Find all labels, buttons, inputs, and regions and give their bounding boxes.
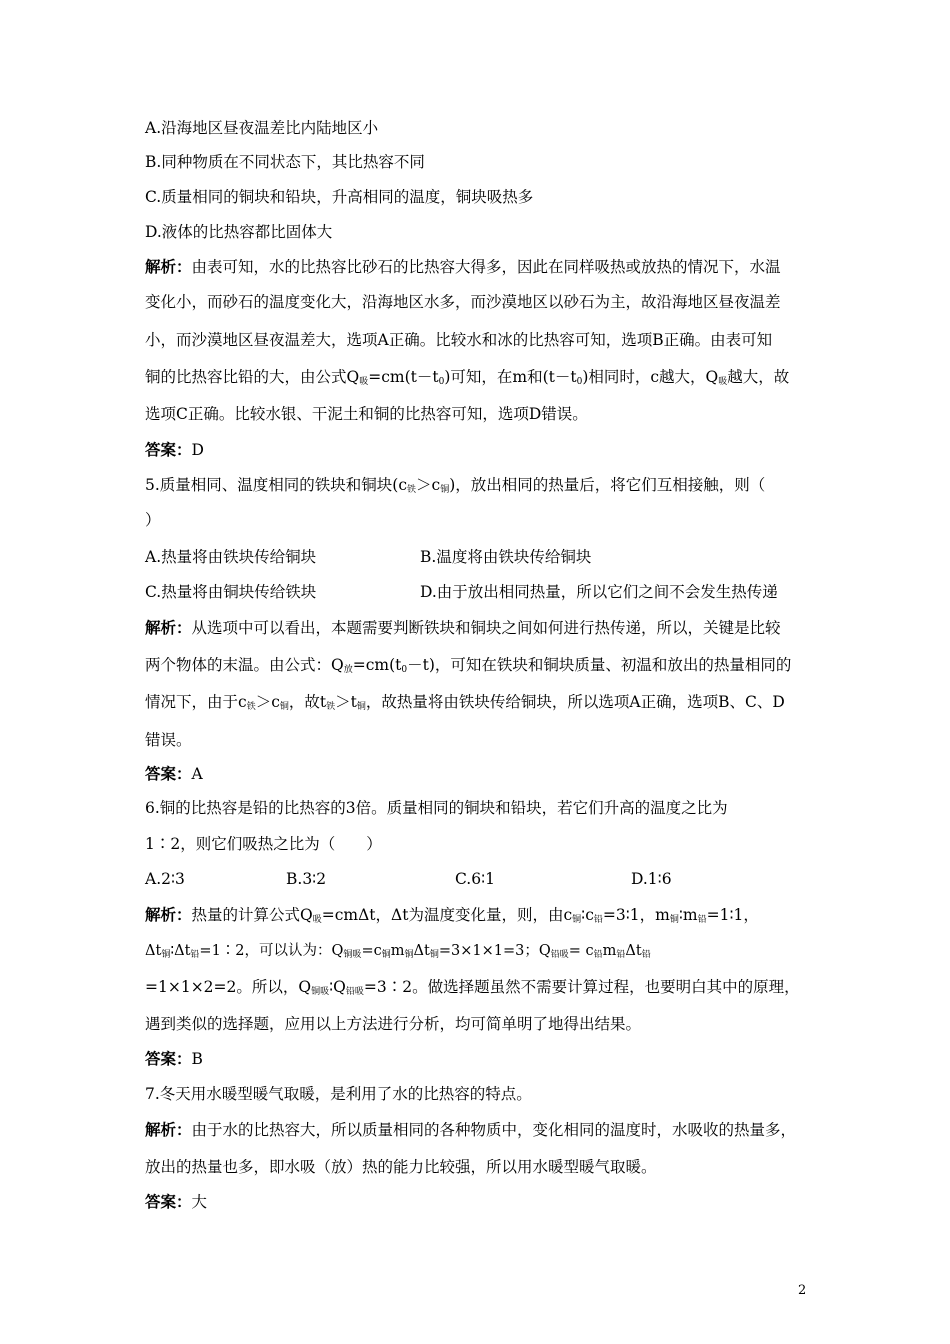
q5-analysis-line-1: 解析：从选项中可以看出，本题需要判断铁块和铜块之间如何进行热传递，所以，关键是比较 — [145, 618, 781, 637]
q6-option-c: C.6∶1 — [455, 870, 495, 888]
q4-analysis-line-1: 解析：由表可知，水的比热容比砂石的比热容大得多，因此在同样吸热或放热的情况下，水温 — [145, 257, 781, 276]
q5-stem-end: ） — [145, 511, 161, 529]
q5-option-b: B.温度将由铁块传给铜块 — [420, 548, 592, 566]
q4-analysis-line-2: 变化小，而砂石的温度变化大，沿海地区水多，而沙漠地区以砂石为主，故沿海地区昼夜温差 — [145, 293, 781, 311]
q7-analysis-line-1: 解析：由于水的比热容大，所以质量相同的各种物质中，变化相同的温度时，水吸收的热量多， — [145, 1120, 797, 1139]
q5-stem: 5.质量相同、温度相同的铁块和铜块$(c_铁>c_铜)$，放出相同的热量后，将它们互相接触，则（ — [145, 476, 766, 495]
analysis-label: 解析： — [145, 257, 192, 276]
q5-analysis-line-4: 错误。 — [145, 731, 192, 749]
q4-analysis-line-4: 铜的比热容比铅的大，由公式$Q_吸=cm(t-t_0)$可知，在m和$(t-t_0)$相同时，c越大，$Q_吸$越大，故 — [145, 368, 790, 387]
q5-analysis-line-3: 情况下，由于$c_铁>c_铜$，故$t_铁>t_铜$，故热量将由铁块传给铜块，所以选项A正确，选项B、C、D — [145, 693, 785, 712]
q7-stem: 7.冬天用水暖型暖气取暖，是利用了水的比热容的特点。 — [145, 1085, 532, 1103]
q6-answer: 答案：B — [145, 1049, 203, 1068]
q6-analysis-line-4: 遇到类似的选择题，应用以上方法进行分析，均可简单明了地得出结果。 — [145, 1015, 642, 1033]
q5-option-c: C.热量将由铜块传给铁块 — [145, 583, 317, 601]
q6-stem-line-2: 1∶2，则它们吸热之比为（ ） — [145, 835, 382, 853]
q4-option-a: A.沿海地区昼夜温差比内陆地区小 — [145, 119, 379, 137]
q6-option-d: D.1∶6 — [631, 870, 672, 888]
q4-answer: 答案：D — [145, 440, 204, 459]
q5-answer: 答案：A — [145, 764, 203, 783]
page-number: 2 — [798, 1283, 807, 1298]
q6-option-a: A.2∶3 — [145, 870, 185, 888]
q4-option-d: D.液体的比热容都比固体大 — [145, 223, 333, 241]
q6-analysis-line-2: $\Delta t_铜∶\Delta t_铅=1∶2$，可以认为：$Q_{铜吸}=c_铜m_铜\Delta t_铜=3\times 1\times 1=3$；$Q_{铅吸}= c_铅m_铅\Delta t_铅$ — [145, 943, 651, 960]
q5-option-d: D.由于放出相同热量，所以它们之间不会发生热传递 — [420, 583, 778, 601]
q7-answer: 答案：大 — [145, 1192, 208, 1211]
q4-option-c: C.质量相同的铜块和铅块，升高相同的温度，铜块吸热多 — [145, 188, 534, 206]
q5-option-a: A.热量将由铁块传给铜块 — [145, 548, 317, 566]
q6-option-b: B.3∶2 — [286, 870, 327, 888]
q5-analysis-line-2: 两个物体的末温。由公式：$Q_放=cm(t_0-t)$，可知在铁块和铜块质量、初温和放出的热量相同的 — [145, 656, 792, 675]
q4-analysis-line-3: 小，而沙漠地区昼夜温差大，选项A正确。比较水和冰的比热容可知，选项B正确。由表可知 — [145, 331, 773, 349]
q6-analysis-line-3: =1×1×2=2。所以，$Q_{铜吸}∶Q_{铅吸}=3∶2$。做选择题虽然不需要计算过程，也要明白其中的原理， — [145, 978, 800, 997]
q4-analysis-line-5: 选项C正确。比较水银、干泥土和铜的比热容可知，选项D错误。 — [145, 405, 588, 423]
q6-analysis-line-1: 解析：热量的计算公式$Q_吸=cm\Delta t$，Δt为温度变化量，则，由$c_铜∶c_铅=3∶1$，$m_铜∶m_铅=1∶1$， — [145, 905, 759, 925]
q7-analysis-line-2: 放出的热量也多，即水吸（放）热的能力比较强，所以用水暖型暖气取暖。 — [145, 1158, 657, 1176]
q6-stem-line-1: 6.铜的比热容是铅的比热容的3倍。质量相同的铜块和铅块，若它们升高的温度之比为 — [145, 799, 728, 817]
q4-option-b: B.同种物质在不同状态下，其比热容不同 — [145, 153, 425, 171]
